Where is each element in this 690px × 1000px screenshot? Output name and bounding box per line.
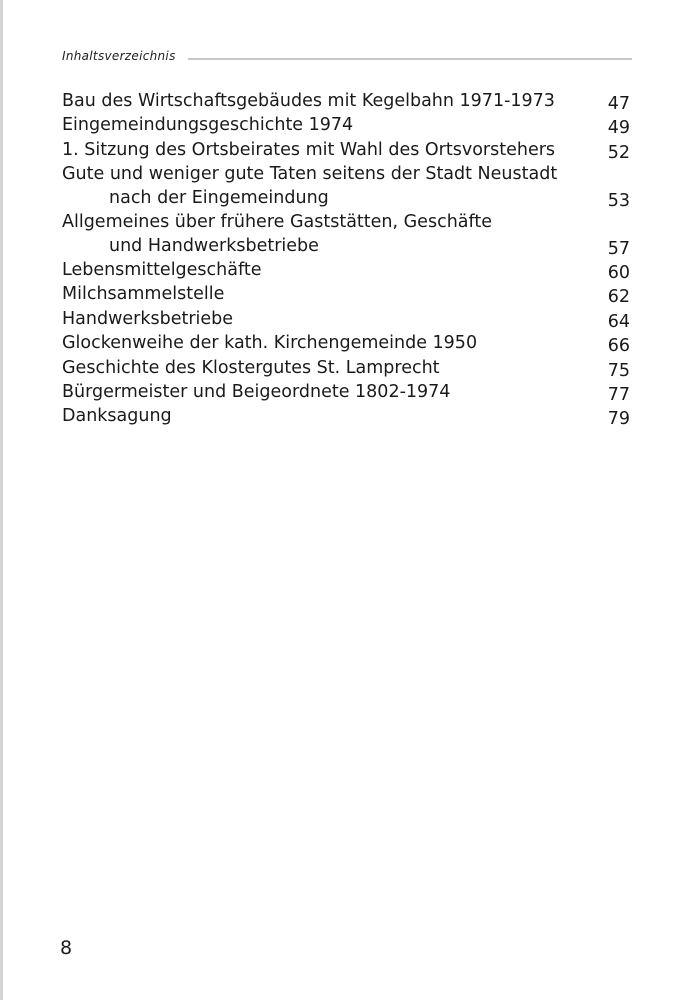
toc-entry-title: Handwerksbetriebe	[62, 308, 234, 329]
toc-entry-title: Danksagung	[62, 406, 172, 427]
toc-entry-title: Bürgermeister und Beigeordnete 1802-1974	[62, 381, 451, 402]
toc-entry-page: 60	[607, 262, 630, 283]
running-header	[62, 48, 634, 64]
table-of-contents	[62, 90, 632, 430]
toc-entry-page: 53	[607, 190, 630, 211]
page-edge	[0, 0, 3, 1000]
toc-entry-title: Bau des Wirtschaftsgebäudes mit Kegelbahn 1971-1973	[62, 91, 555, 111]
header-title: Inhaltsverzeichnis	[62, 49, 176, 63]
toc-entry	[62, 283, 632, 307]
header-rule	[188, 58, 632, 60]
toc-entry-page: 64	[607, 311, 630, 332]
toc-entry-title-continuation: nach der Eingemeindung	[109, 187, 329, 208]
toc-entry-page: 66	[607, 336, 630, 357]
toc-entry	[62, 211, 632, 258]
toc-entry-title: Milchsammelstelle	[62, 284, 225, 305]
toc-entry-title: 1. Sitzung des Ortsbeirates mit Wahl des Ortsvorstehers	[62, 139, 556, 160]
toc-entry-page: 62	[607, 287, 630, 308]
toc-entry	[62, 90, 632, 114]
toc-entry	[62, 259, 632, 283]
page-number: 8	[60, 937, 73, 959]
toc-entry-title: Lebensmittelgeschäfte	[62, 259, 262, 280]
toc-entry-title: Gute und weniger gute Taten seitens der Stadt Neustadt	[62, 164, 558, 185]
toc-entry-page: 77	[607, 384, 630, 405]
toc-entry	[62, 405, 632, 429]
toc-entry-page: 79	[607, 409, 630, 430]
toc-entry	[62, 308, 632, 332]
toc-entry-title: Eingemeindungsgeschichte 1974	[62, 115, 354, 136]
toc-entry-page: 52	[607, 142, 630, 163]
toc-entry-page: 75	[607, 360, 630, 381]
toc-entry-title-continuation: und Handwerksbetriebe	[109, 235, 319, 256]
toc-entry-page: 49	[607, 118, 630, 139]
toc-entry	[62, 163, 632, 210]
toc-entry-page: 47	[607, 94, 630, 114]
toc-entry-page: 57	[607, 238, 630, 259]
toc-entry	[62, 114, 632, 138]
toc-entry-title: Allgemeines über frühere Gaststätten, Geschäfte	[62, 212, 492, 233]
toc-entry	[62, 357, 632, 381]
toc-entry-title: Glockenweihe der kath. Kirchengemeinde 1950	[62, 333, 478, 354]
toc-entry	[62, 381, 632, 405]
toc-entry-title: Geschichte des Klostergutes St. Lamprecht	[62, 357, 440, 378]
toc-entry	[62, 332, 632, 356]
toc-entry	[62, 139, 632, 163]
